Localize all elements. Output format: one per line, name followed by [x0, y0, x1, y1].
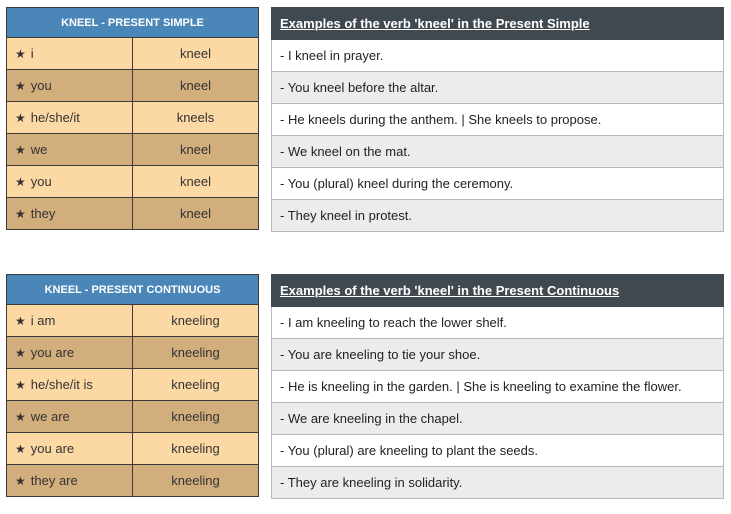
pronoun-label: we are — [30, 409, 70, 424]
conjugation-table-header: KNEEL - PRESENT CONTINUOUS — [7, 275, 259, 305]
verb-form-cell: kneeling — [133, 401, 259, 433]
examples-title: Examples of the verb 'kneel' in the Present Simple — [272, 8, 724, 40]
pronoun-label: you are — [30, 441, 75, 456]
example-row — [272, 403, 724, 435]
verb-form-cell: kneels — [133, 102, 259, 134]
star-icon: ★ — [15, 442, 26, 456]
verb-form-cell: kneeling — [133, 433, 259, 465]
star-icon: ★ — [15, 79, 26, 93]
conjugation-row — [7, 70, 259, 102]
pronoun-cell — [7, 166, 133, 198]
pronoun-label: you are — [30, 345, 75, 360]
pronoun-cell — [7, 401, 133, 433]
verb-form-cell: kneel — [133, 134, 259, 166]
star-icon: ★ — [15, 111, 26, 125]
examples-header-row — [272, 275, 724, 307]
pronoun-label: you — [30, 174, 52, 189]
pronoun-label: they are — [30, 473, 78, 488]
example-sentence: - You (plural) are kneeling to plant the seeds. — [272, 435, 724, 467]
conjugation-row — [7, 465, 259, 497]
pronoun-cell — [7, 465, 133, 497]
example-row — [272, 136, 724, 168]
pronoun-label: i am — [30, 313, 56, 328]
example-row — [272, 72, 724, 104]
conjugation-row — [7, 166, 259, 198]
example-row — [272, 168, 724, 200]
verb-form-cell: kneeling — [133, 305, 259, 337]
example-row — [272, 40, 724, 72]
pronoun-cell — [7, 102, 133, 134]
conjugation-row — [7, 401, 259, 433]
example-row — [272, 467, 724, 499]
verb-form-cell: kneeling — [133, 337, 259, 369]
verb-form-cell: kneeling — [133, 465, 259, 497]
conjugation-row — [7, 102, 259, 134]
pronoun-cell — [7, 134, 133, 166]
example-sentence: - We are kneeling in the chapel. — [272, 403, 724, 435]
star-icon: ★ — [15, 474, 26, 488]
conjugation-header-row — [7, 8, 259, 38]
example-sentence: - I kneel in prayer. — [272, 40, 724, 72]
pronoun-label: i — [30, 46, 34, 61]
conjugation-row — [7, 134, 259, 166]
present-continuous-conjugation-table — [6, 274, 259, 497]
conjugation-row — [7, 337, 259, 369]
example-sentence: - We kneel on the mat. — [272, 136, 724, 168]
example-row — [272, 307, 724, 339]
conjugation-header-row — [7, 275, 259, 305]
present-simple-conjugation-table — [6, 7, 259, 230]
example-sentence: - I am kneeling to reach the lower shelf. — [272, 307, 724, 339]
examples-header-row — [272, 8, 724, 40]
example-sentence: - They are kneeling in solidarity. — [272, 467, 724, 499]
pronoun-label: he/she/it — [30, 110, 80, 125]
example-row — [272, 339, 724, 371]
verb-form-cell: kneel — [133, 70, 259, 102]
pronoun-cell — [7, 369, 133, 401]
example-sentence: - You (plural) kneel during the ceremony. — [272, 168, 724, 200]
example-row — [272, 371, 724, 403]
pronoun-cell — [7, 433, 133, 465]
example-row — [272, 435, 724, 467]
star-icon: ★ — [15, 143, 26, 157]
verb-form-cell: kneel — [133, 166, 259, 198]
example-sentence: - He is kneeling in the garden. | She is kneeling to examine the flower. — [272, 371, 724, 403]
pronoun-cell — [7, 38, 133, 70]
star-icon: ★ — [15, 346, 26, 360]
example-sentence: - You kneel before the altar. — [272, 72, 724, 104]
star-icon: ★ — [15, 314, 26, 328]
conjugation-row — [7, 198, 259, 230]
present-continuous-examples-table — [271, 274, 724, 499]
star-icon: ★ — [15, 410, 26, 424]
star-icon: ★ — [15, 47, 26, 61]
pronoun-label: they — [30, 206, 56, 221]
examples-title: Examples of the verb 'kneel' in the Present Continuous — [272, 275, 724, 307]
present-simple-examples-table — [271, 7, 724, 232]
verb-form-cell: kneel — [133, 198, 259, 230]
pronoun-label: you — [30, 78, 52, 93]
verb-form-cell: kneeling — [133, 369, 259, 401]
conjugation-row — [7, 305, 259, 337]
verb-form-cell: kneel — [133, 38, 259, 70]
pronoun-cell — [7, 337, 133, 369]
conjugation-row — [7, 433, 259, 465]
conjugation-table-header: KNEEL - PRESENT SIMPLE — [7, 8, 259, 38]
star-icon: ★ — [15, 175, 26, 189]
example-sentence: - They kneel in protest. — [272, 200, 724, 232]
example-row — [272, 200, 724, 232]
pronoun-label: he/she/it is — [30, 377, 93, 392]
example-sentence: - He kneels during the anthem. | She kneels to propose. — [272, 104, 724, 136]
conjugation-row — [7, 38, 259, 70]
pronoun-cell — [7, 70, 133, 102]
pronoun-cell — [7, 305, 133, 337]
star-icon: ★ — [15, 207, 26, 221]
conjugation-row — [7, 369, 259, 401]
star-icon: ★ — [15, 378, 26, 392]
pronoun-cell — [7, 198, 133, 230]
pronoun-label: we — [30, 142, 48, 157]
example-sentence: - You are kneeling to tie your shoe. — [272, 339, 724, 371]
example-row — [272, 104, 724, 136]
